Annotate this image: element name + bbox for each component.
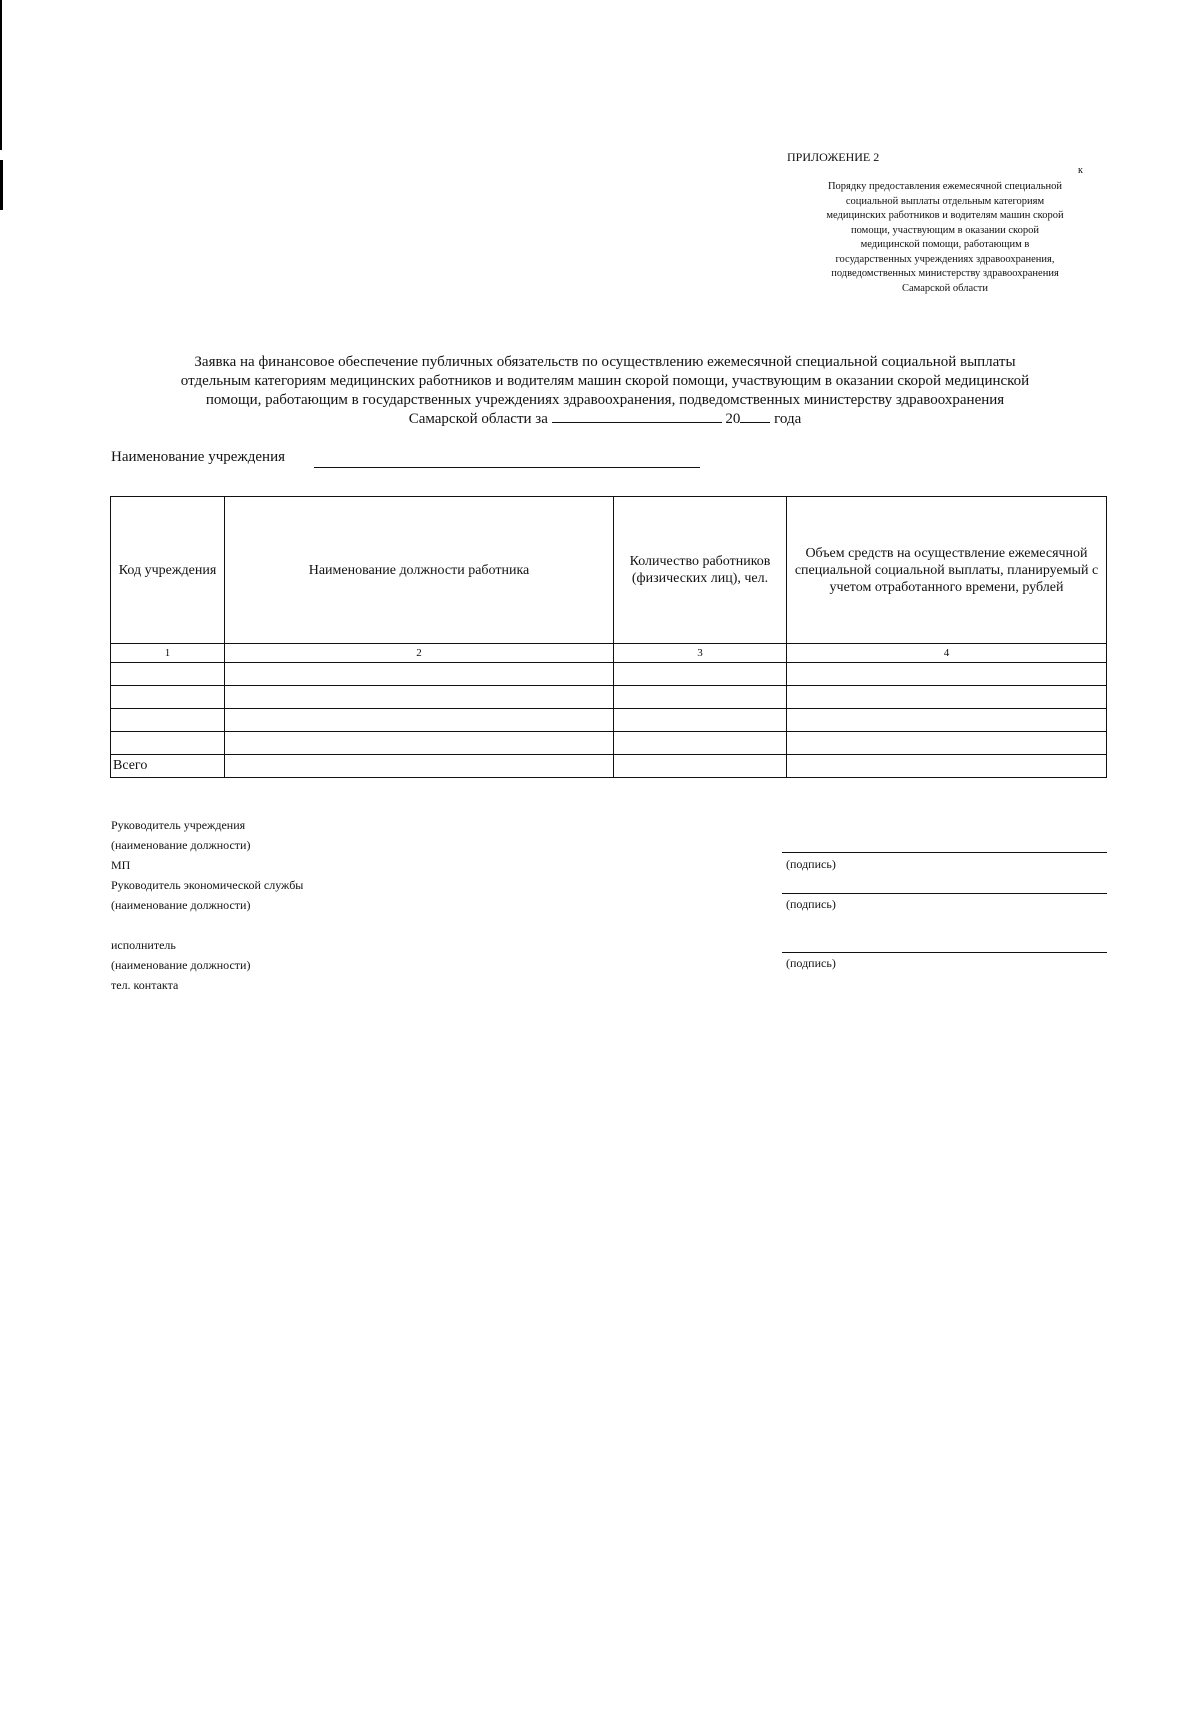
table-cell[interactable] xyxy=(111,663,225,686)
appendix-line: государственных учреждениях здравоохранения, xyxy=(835,253,1055,265)
title-line: отдельным категориям медицинских работников и водителям машин скорой помощи, участвующим в оказании скорой медицинской xyxy=(180,373,1030,389)
appendix-title: ПРИЛОЖЕНИЕ 2 xyxy=(787,150,880,164)
phone-label: тел. контакта xyxy=(111,978,179,992)
table-cell[interactable] xyxy=(787,709,1107,732)
appendix-line: подведомственных министерству здравоохранения xyxy=(831,268,1059,279)
document-title xyxy=(100,353,1110,429)
head-signature-line[interactable] xyxy=(782,852,1107,853)
column-number: 4 xyxy=(787,644,1107,663)
title-year-prefix: 20 xyxy=(725,411,741,427)
table-cell[interactable] xyxy=(614,663,787,686)
econ-signature-line[interactable] xyxy=(782,893,1107,894)
column-number: 1 xyxy=(111,644,225,663)
year-blank[interactable] xyxy=(740,410,770,423)
table-row xyxy=(111,663,1107,686)
table-cell[interactable] xyxy=(225,686,614,709)
column-number-row xyxy=(111,644,1107,663)
total-row xyxy=(111,755,1107,778)
head-position: (наименование должности) xyxy=(111,838,251,852)
header-funds-volume: Объем средств на осуществление ежемесячной специальной социальной выплаты, планируемый с учетом отработанного времени, рублей xyxy=(787,497,1107,644)
econ-position: (наименование должности) xyxy=(111,898,251,912)
table-cell[interactable] xyxy=(111,686,225,709)
header-institution-code: Код учреждения xyxy=(111,497,225,644)
head-label: Руководитель учреждения xyxy=(111,818,246,832)
appendix-line: социальной выплаты отдельным категориям xyxy=(845,195,1045,207)
appendix-line: Порядку предоставления ежемесячной специальной xyxy=(827,181,1063,192)
table-cell[interactable] xyxy=(787,686,1107,709)
institution-label: Наименование учреждения xyxy=(111,449,286,465)
scan-edge-mark xyxy=(0,160,3,210)
table-cell[interactable] xyxy=(614,755,787,778)
signature-block xyxy=(111,815,303,995)
table-cell[interactable] xyxy=(225,709,614,732)
title-period-label: Самарской области за xyxy=(408,411,548,427)
table-row xyxy=(111,686,1107,709)
table-row xyxy=(111,709,1107,732)
title-line: помощи, работающим в государственных учреждениях здравоохранения, подведомственных министерству здравоохранения xyxy=(205,392,1005,408)
request-table xyxy=(110,496,1107,778)
table-header-row xyxy=(111,497,1107,644)
table-cell[interactable] xyxy=(225,755,614,778)
table-cell[interactable] xyxy=(614,732,787,755)
appendix-line: медицинских работников и водителям машин скорой xyxy=(826,210,1064,221)
appendix-k: к xyxy=(1078,165,1083,176)
period-blank[interactable] xyxy=(552,410,722,423)
title-year-suffix: года xyxy=(774,411,802,427)
appendix-text xyxy=(780,180,1110,296)
table-cell[interactable] xyxy=(787,663,1107,686)
title-line-last xyxy=(100,410,1110,429)
table-row xyxy=(111,732,1107,755)
total-label: Всего xyxy=(111,755,225,778)
table-cell[interactable] xyxy=(111,709,225,732)
econ-signature-caption: (подпись) xyxy=(786,897,836,911)
appendix-line: Самарской области xyxy=(902,282,988,294)
table-cell[interactable] xyxy=(614,686,787,709)
econ-label: Руководитель экономической службы xyxy=(111,878,304,892)
executor-signature-caption: (подпись) xyxy=(786,956,836,970)
table-cell[interactable] xyxy=(111,732,225,755)
table-cell[interactable] xyxy=(225,663,614,686)
header-position-name: Наименование должности работника xyxy=(225,497,614,644)
table-cell[interactable] xyxy=(614,709,787,732)
institution-name-blank[interactable] xyxy=(314,467,700,468)
head-signature-caption: (подпись) xyxy=(786,857,836,871)
spacer xyxy=(111,915,303,935)
title-line: Заявка на финансовое обеспечение публичных обязательств по осуществлению ежемесячной специальной социальной выплаты xyxy=(194,354,1016,370)
executor-label: исполнитель xyxy=(111,938,176,952)
header-employee-count: Количество работников (физических лиц), чел. xyxy=(614,497,787,644)
table-cell[interactable] xyxy=(787,732,1107,755)
table-cell[interactable] xyxy=(225,732,614,755)
appendix-line: помощи, участвующим в оказании скорой xyxy=(851,224,1039,236)
scan-edge-mark xyxy=(0,0,2,150)
table-cell[interactable] xyxy=(787,755,1107,778)
executor-signature-line[interactable] xyxy=(782,952,1107,953)
column-number: 2 xyxy=(225,644,614,663)
executor-position: (наименование должности) xyxy=(111,958,251,972)
stamp-label: МП xyxy=(111,858,131,872)
appendix-line: медицинской помощи, работающим в xyxy=(860,239,1030,250)
column-number: 3 xyxy=(614,644,787,663)
